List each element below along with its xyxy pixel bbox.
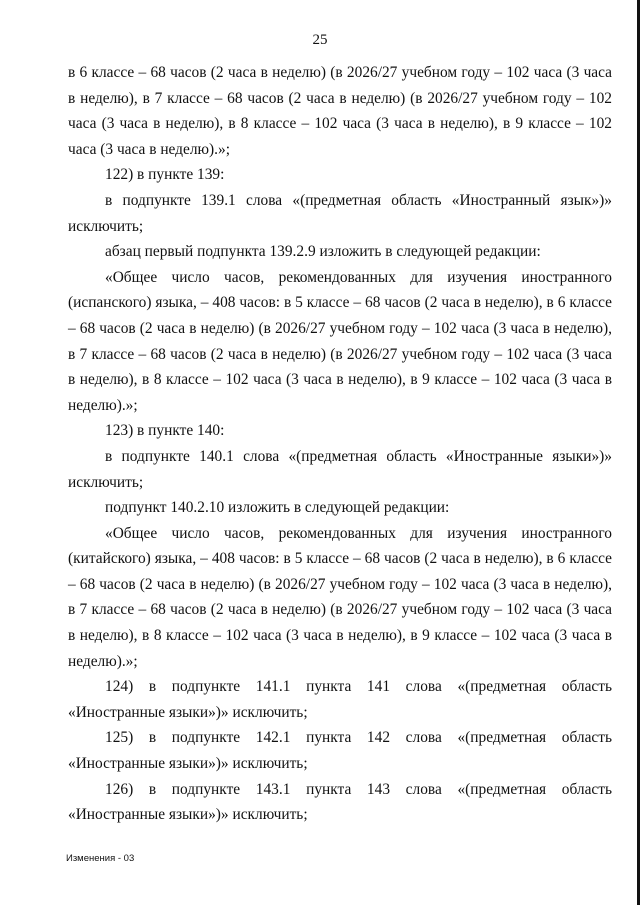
paragraph-continuation: в 6 классе – 68 часов (2 часа в неделю) (в 2026/27 учебном году – 102 часа (3 часа в неделю), в 7 классе – 68 часов (2 часа в неделю) (в 2026/27 учебном году – 102 часа (3 часа в неделю), в 8 классе – 102 часа (3 часа в неделю), в 9 классе – 102 часа (3 часа в неделю).»; bbox=[68, 64, 612, 158]
paragraph-subitem-140-2-10: подпункт 140.2.10 изложить в следующей редакции: bbox=[105, 499, 450, 517]
paragraph-quote-chinese: «Общее число часов, рекомендованных для изучения иностранного (китайского) языка, – 408 часов: в 5 классе – 68 часов (2 часа в неделю), в 6 классе – 68 часов (2 часа в неделю) (в 2026/27 учебном году – 102 часа (3 часа в неделю), в 7 классе – 68 часов (2 часа в неделю) (в 2026/27 учебном году – 102 часа (3 часа в неделю), в 8 классе – 102 часа (3 часа в неделю), в 9 классе – 102 часа (3 часа в неделю).»; bbox=[68, 524, 612, 670]
paragraph-item-123: 123) в пункте 140: bbox=[105, 422, 225, 440]
footer-label: Изменения - 03 bbox=[66, 853, 135, 864]
paragraph-item-124: 124) в подпункте 141.1 пункта 141 слова «(предметная область «Иностранные языки»)» исключить; bbox=[68, 678, 612, 721]
paragraph-quote-spanish: «Общее число часов, рекомендованных для изучения иностранного (испанского) языка, – 408 часов: в 5 классе – 68 часов (2 часа в неделю), в 6 классе – 68 часов (2 часа в неделю) (в 2026/27 учебном году – 102 часа (3 часа в неделю), в 7 классе – 68 часов (2 часа в неделю) (в 2026/27 учебном году – 102 часа (3 часа в неделю), в 8 классе – 102 часа (3 часа в неделю), в 9 классе – 102 часа (3 часа в неделю).»; bbox=[68, 268, 612, 414]
document-body bbox=[68, 60, 612, 828]
paragraph-item-125: 125) в подпункте 142.1 пункта 142 слова «(предметная область «Иностранные языки»)» исключить; bbox=[68, 729, 612, 773]
page-number: 25 bbox=[312, 32, 328, 48]
paragraph-subitem-140-1: в подпункте 140.1 слова «(предметная область «Иностранные языки»)» исключить; bbox=[68, 447, 612, 491]
paragraph-item-126: 126) в подпункте 143.1 пункта 143 слова «(предметная область «Иностранные языки»)» исключить; bbox=[68, 780, 612, 824]
paragraph-item-122: 122) в пункте 139: bbox=[105, 166, 225, 184]
paragraph-subitem-139-1: в подпункте 139.1 слова «(предметная область «Иностранный язык»)» исключить; bbox=[68, 191, 612, 235]
paragraph-subitem-139-2-9: абзац первый подпункта 139.2.9 изложить в следующей редакции: bbox=[105, 243, 541, 261]
